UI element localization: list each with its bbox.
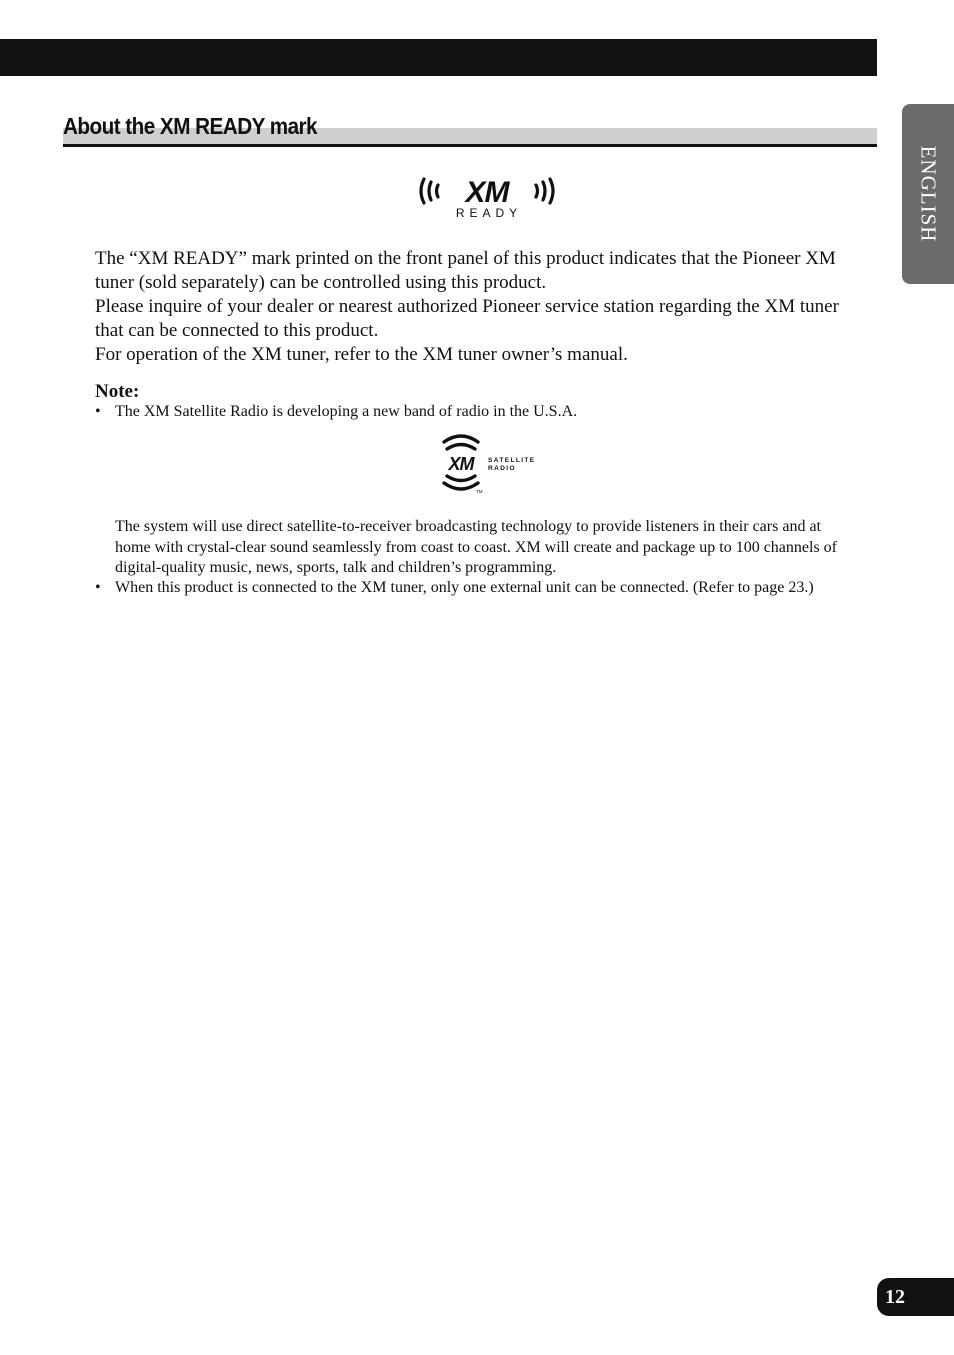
- header-bar: [0, 39, 877, 76]
- xm-satellite-brand: XM: [448, 454, 474, 474]
- note-item-2: [95, 578, 843, 599]
- page-number: 12: [877, 1278, 954, 1316]
- note-item-2-text: When this product is connected to the XM tuner, only one external unit can be connected. (Refer to page 23.): [115, 579, 814, 596]
- radio-label: RADIO: [488, 465, 516, 472]
- broadcast-waves-left-icon: [421, 179, 438, 203]
- broadcast-waves-right-icon: [536, 179, 553, 203]
- note-item-1: [95, 402, 843, 423]
- note-item-1-continued: The system will use direct satellite-to-receiver broadcasting technology to provide listeners in their cars and at home with crystal-clear sound seamlessly from coast to coast. XM will create and package up to 100 channels of digital-quality music, news, sports, talk and children’s programming.: [115, 518, 837, 576]
- intro-paragraph-2: Please inquire of your dealer or nearest authorized Pioneer service station regarding the XM tuner that can be connected to this product.: [95, 296, 839, 341]
- xm-ready-logo: [416, 174, 558, 222]
- heading-rule: [63, 144, 877, 147]
- language-tab: [902, 104, 954, 284]
- bullet-marker: •: [95, 403, 101, 420]
- section-title: About the XM READY mark: [63, 113, 318, 139]
- intro-text: [95, 247, 855, 367]
- note-item-1-text: The XM Satellite Radio is developing a new band of radio in the U.S.A.: [115, 403, 578, 420]
- trademark-symbol: TM: [476, 489, 483, 494]
- xm-ready-caption: READY: [455, 206, 523, 220]
- intro-paragraph-3: For operation of the XM tuner, refer to the XM tuner owner’s manual.: [95, 344, 628, 365]
- bullet-marker: •: [95, 579, 101, 596]
- satellite-arcs-bottom-icon: [444, 476, 478, 489]
- section-heading: [63, 110, 877, 148]
- language-tab-label: ENGLISH: [916, 145, 941, 243]
- satellite-arcs-top-icon: [444, 436, 478, 449]
- note-heading: Note:: [95, 381, 140, 402]
- xm-satellite-radio-logo: [436, 430, 540, 496]
- xm-ready-brand: XM: [465, 176, 509, 209]
- satellite-label: SATELLITE: [488, 457, 536, 464]
- intro-paragraph-1: The “XM READY” mark printed on the front panel of this product indicates that the Pioneer XM tuner (sold separately) can be controlled using this product.: [95, 248, 836, 293]
